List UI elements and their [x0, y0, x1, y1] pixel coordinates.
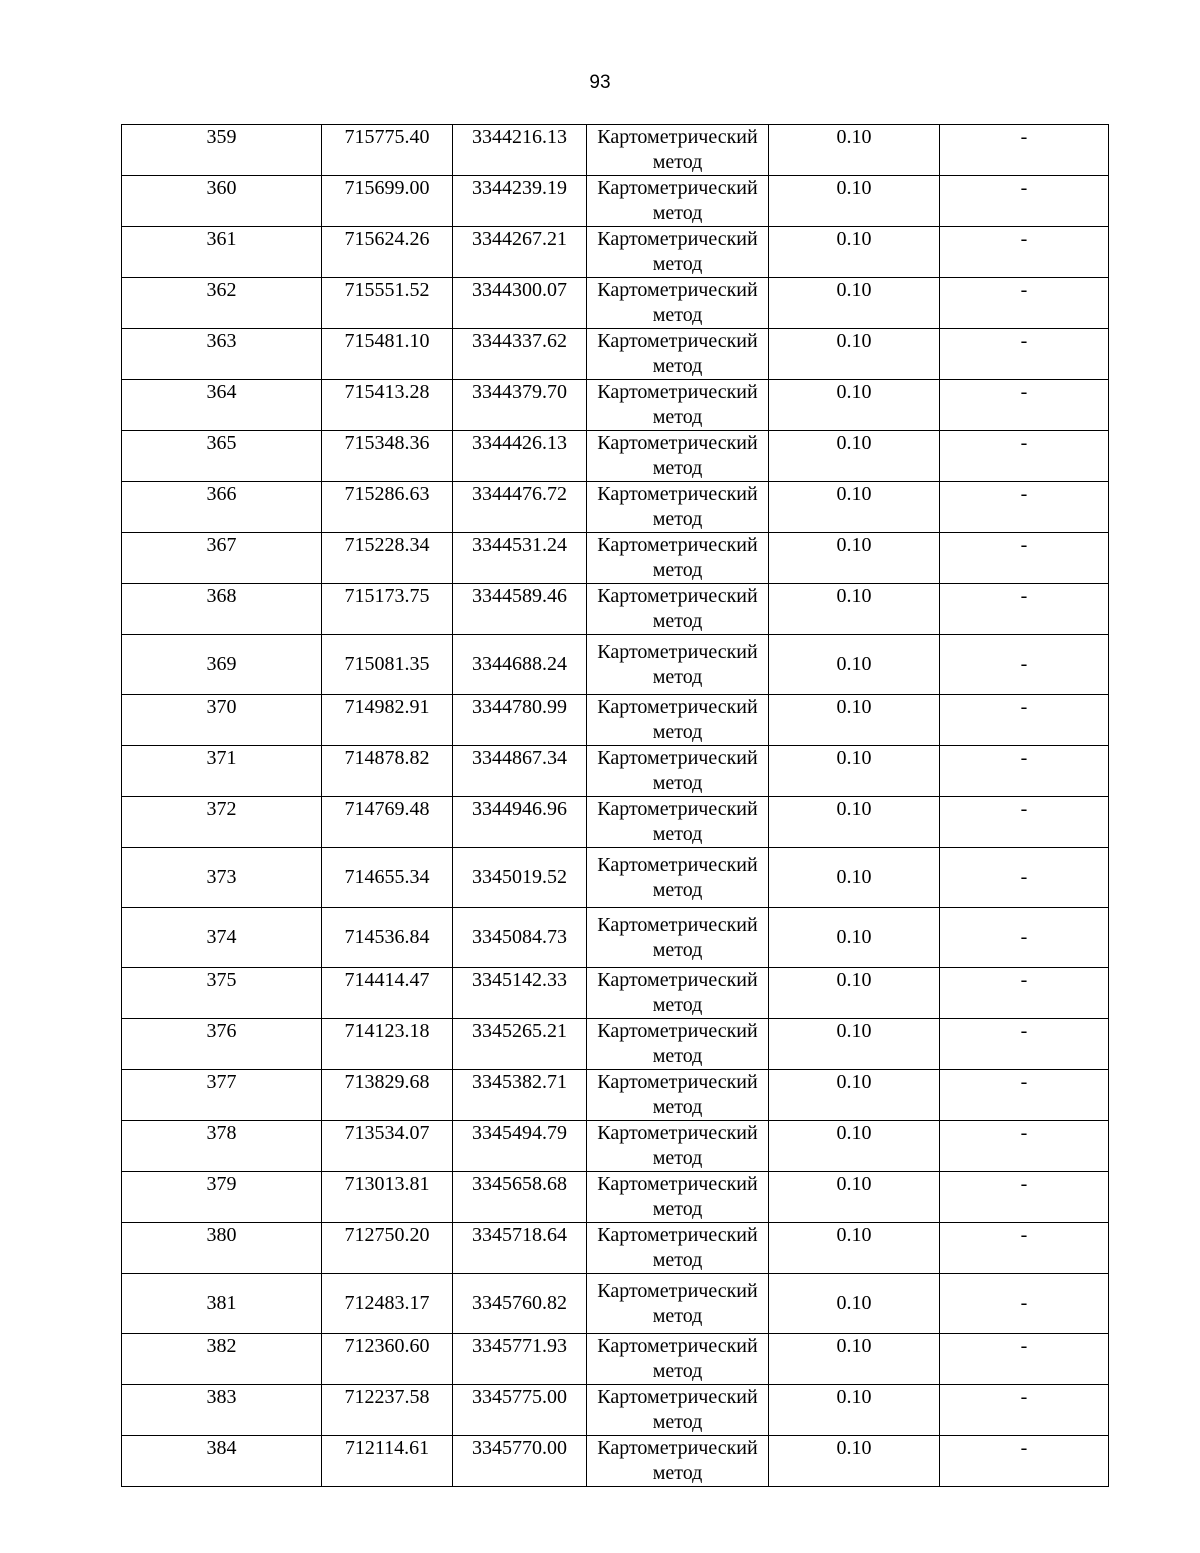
table-row [122, 176, 1109, 227]
method-cell [587, 1385, 769, 1436]
table-row [122, 431, 1109, 482]
method-text: метод [652, 1198, 703, 1220]
x-coordinate-cell: 715348.36 [322, 431, 453, 482]
point-number-cell: 361 [122, 227, 322, 278]
accuracy-cell: 0.10 [769, 1070, 940, 1121]
coordinates-table [121, 124, 1109, 1487]
method-text: Картометрический [597, 696, 758, 718]
accuracy-cell: 0.10 [769, 1172, 940, 1223]
method-text: Картометрический [597, 330, 758, 352]
y-coordinate-cell: 3345770.00 [453, 1436, 587, 1487]
y-coordinate-cell: 3344300.07 [453, 278, 587, 329]
method-cell [587, 1223, 769, 1274]
method-text: Картометрический [597, 969, 758, 991]
method-text: Картометрический [597, 1071, 758, 1093]
x-coordinate-cell: 712360.60 [322, 1334, 453, 1385]
point-number-cell: 382 [122, 1334, 322, 1385]
method-cell [587, 1334, 769, 1385]
point-number-cell: 377 [122, 1070, 322, 1121]
note-cell: - [940, 584, 1109, 635]
x-coordinate-cell: 715481.10 [322, 329, 453, 380]
note-cell: - [940, 695, 1109, 746]
table-row [122, 533, 1109, 584]
method-text: метод [652, 1462, 703, 1484]
method-text: метод [652, 253, 703, 275]
y-coordinate-cell: 3345142.33 [453, 968, 587, 1019]
accuracy-cell: 0.10 [769, 908, 940, 968]
note-cell: - [940, 1172, 1109, 1223]
method-text: Картометрический [597, 483, 758, 505]
method-text: метод [652, 151, 703, 173]
method-cell [587, 227, 769, 278]
accuracy-cell: 0.10 [769, 1334, 940, 1385]
y-coordinate-cell: 3344780.99 [453, 695, 587, 746]
method-cell [587, 176, 769, 227]
method-text: метод [652, 721, 703, 743]
accuracy-cell: 0.10 [769, 746, 940, 797]
accuracy-cell: 0.10 [769, 1385, 940, 1436]
x-coordinate-cell: 712114.61 [322, 1436, 453, 1487]
method-cell [587, 431, 769, 482]
method-text: метод [652, 772, 703, 794]
method-cell [587, 584, 769, 635]
method-text: метод [652, 610, 703, 632]
x-coordinate-cell: 713013.81 [322, 1172, 453, 1223]
accuracy-cell: 0.10 [769, 968, 940, 1019]
x-coordinate-cell: 713534.07 [322, 1121, 453, 1172]
method-text: метод [652, 1249, 703, 1271]
note-cell: - [940, 533, 1109, 584]
method-cell [587, 125, 769, 176]
point-number-cell: 364 [122, 380, 322, 431]
method-text: метод [652, 823, 703, 845]
method-cell [587, 533, 769, 584]
point-number-cell: 383 [122, 1385, 322, 1436]
y-coordinate-cell: 3344426.13 [453, 431, 587, 482]
method-text: Картометрический [597, 1335, 758, 1357]
method-text: Картометрический [597, 432, 758, 454]
accuracy-cell: 0.10 [769, 1223, 940, 1274]
note-cell: - [940, 848, 1109, 908]
method-text: Картометрический [597, 798, 758, 820]
y-coordinate-cell: 3344239.19 [453, 176, 587, 227]
y-coordinate-cell: 3345771.93 [453, 1334, 587, 1385]
table-row [122, 695, 1109, 746]
accuracy-cell: 0.10 [769, 1019, 940, 1070]
y-coordinate-cell: 3344267.21 [453, 227, 587, 278]
note-cell: - [940, 380, 1109, 431]
note-cell: - [940, 1334, 1109, 1385]
table-row [122, 635, 1109, 695]
x-coordinate-cell: 714536.84 [322, 908, 453, 968]
note-cell: - [940, 176, 1109, 227]
y-coordinate-cell: 3345494.79 [453, 1121, 587, 1172]
method-text: Картометрический [597, 585, 758, 607]
method-text: метод [652, 202, 703, 224]
point-number-cell: 365 [122, 431, 322, 482]
method-text: Картометрический [597, 913, 758, 936]
accuracy-cell: 0.10 [769, 227, 940, 278]
accuracy-cell: 0.10 [769, 533, 940, 584]
accuracy-cell: 0.10 [769, 1121, 940, 1172]
accuracy-cell: 0.10 [769, 278, 940, 329]
method-text: метод [652, 1045, 703, 1067]
x-coordinate-cell: 712237.58 [322, 1385, 453, 1436]
note-cell: - [940, 746, 1109, 797]
table-row [122, 329, 1109, 380]
accuracy-cell: 0.10 [769, 125, 940, 176]
table-row [122, 908, 1109, 968]
method-cell [587, 1436, 769, 1487]
method-text: метод [652, 1411, 703, 1433]
x-coordinate-cell: 714878.82 [322, 746, 453, 797]
note-cell: - [940, 329, 1109, 380]
method-text: метод [652, 355, 703, 377]
point-number-cell: 380 [122, 1223, 322, 1274]
method-text: метод [652, 878, 703, 901]
y-coordinate-cell: 3345019.52 [453, 848, 587, 908]
accuracy-cell: 0.10 [769, 848, 940, 908]
accuracy-cell: 0.10 [769, 329, 940, 380]
point-number-cell: 372 [122, 797, 322, 848]
note-cell: - [940, 278, 1109, 329]
method-text: Картометрический [597, 126, 758, 148]
method-cell [587, 695, 769, 746]
point-number-cell: 373 [122, 848, 322, 908]
y-coordinate-cell: 3344476.72 [453, 482, 587, 533]
accuracy-cell: 0.10 [769, 482, 940, 533]
table-body [122, 125, 1109, 1487]
y-coordinate-cell: 3345382.71 [453, 1070, 587, 1121]
method-text: метод [652, 938, 703, 961]
method-text: Картометрический [597, 1437, 758, 1459]
table-row [122, 968, 1109, 1019]
method-text: Картометрический [597, 1386, 758, 1408]
method-text: метод [652, 559, 703, 581]
note-cell: - [940, 1070, 1109, 1121]
point-number-cell: 369 [122, 635, 322, 695]
point-number-cell: 378 [122, 1121, 322, 1172]
table-row [122, 1274, 1109, 1334]
accuracy-cell: 0.10 [769, 431, 940, 482]
note-cell: - [940, 1121, 1109, 1172]
y-coordinate-cell: 3344531.24 [453, 533, 587, 584]
point-number-cell: 368 [122, 584, 322, 635]
method-cell [587, 1274, 769, 1334]
y-coordinate-cell: 3345084.73 [453, 908, 587, 968]
x-coordinate-cell: 714414.47 [322, 968, 453, 1019]
method-cell [587, 482, 769, 533]
point-number-cell: 384 [122, 1436, 322, 1487]
x-coordinate-cell: 715699.00 [322, 176, 453, 227]
method-cell [587, 329, 769, 380]
x-coordinate-cell: 712483.17 [322, 1274, 453, 1334]
table-row [122, 1385, 1109, 1436]
table-row [122, 278, 1109, 329]
point-number-cell: 371 [122, 746, 322, 797]
table-row [122, 1223, 1109, 1274]
x-coordinate-cell: 714982.91 [322, 695, 453, 746]
method-text: Картометрический [597, 279, 758, 301]
point-number-cell: 381 [122, 1274, 322, 1334]
method-text: Картометрический [597, 747, 758, 769]
table-row [122, 1436, 1109, 1487]
x-coordinate-cell: 715228.34 [322, 533, 453, 584]
accuracy-cell: 0.10 [769, 176, 940, 227]
y-coordinate-cell: 3345265.21 [453, 1019, 587, 1070]
y-coordinate-cell: 3344867.34 [453, 746, 587, 797]
note-cell: - [940, 125, 1109, 176]
accuracy-cell: 0.10 [769, 1274, 940, 1334]
point-number-cell: 366 [122, 482, 322, 533]
method-cell [587, 797, 769, 848]
point-number-cell: 376 [122, 1019, 322, 1070]
y-coordinate-cell: 3345658.68 [453, 1172, 587, 1223]
table-row [122, 227, 1109, 278]
method-cell [587, 635, 769, 695]
accuracy-cell: 0.10 [769, 635, 940, 695]
method-cell [587, 1019, 769, 1070]
x-coordinate-cell: 714655.34 [322, 848, 453, 908]
method-cell [587, 968, 769, 1019]
method-text: метод [652, 1096, 703, 1118]
x-coordinate-cell: 713829.68 [322, 1070, 453, 1121]
method-text: Картометрический [597, 640, 758, 663]
method-text: метод [652, 1147, 703, 1169]
note-cell: - [940, 431, 1109, 482]
y-coordinate-cell: 3344589.46 [453, 584, 587, 635]
method-cell [587, 278, 769, 329]
x-coordinate-cell: 715624.26 [322, 227, 453, 278]
note-cell: - [940, 1223, 1109, 1274]
table-row [122, 482, 1109, 533]
note-cell: - [940, 797, 1109, 848]
note-cell: - [940, 1274, 1109, 1334]
table-row [122, 584, 1109, 635]
method-text: Картометрический [597, 1279, 758, 1302]
method-text: Картометрический [597, 228, 758, 250]
note-cell: - [940, 1436, 1109, 1487]
table-row [122, 746, 1109, 797]
note-cell: - [940, 635, 1109, 695]
point-number-cell: 379 [122, 1172, 322, 1223]
x-coordinate-cell: 712750.20 [322, 1223, 453, 1274]
method-text: метод [652, 508, 703, 530]
point-number-cell: 360 [122, 176, 322, 227]
y-coordinate-cell: 3344379.70 [453, 380, 587, 431]
table-row [122, 1172, 1109, 1223]
method-text: метод [652, 665, 703, 688]
method-text: метод [652, 457, 703, 479]
method-cell [587, 746, 769, 797]
method-cell [587, 908, 769, 968]
method-text: Картометрический [597, 534, 758, 556]
table-row [122, 1019, 1109, 1070]
point-number-cell: 374 [122, 908, 322, 968]
note-cell: - [940, 482, 1109, 533]
y-coordinate-cell: 3344216.13 [453, 125, 587, 176]
point-number-cell: 363 [122, 329, 322, 380]
note-cell: - [940, 1385, 1109, 1436]
note-cell: - [940, 227, 1109, 278]
method-cell [587, 380, 769, 431]
note-cell: - [940, 1019, 1109, 1070]
note-cell: - [940, 968, 1109, 1019]
method-text: Картометрический [597, 1020, 758, 1042]
x-coordinate-cell: 714769.48 [322, 797, 453, 848]
y-coordinate-cell: 3345718.64 [453, 1223, 587, 1274]
point-number-cell: 359 [122, 125, 322, 176]
method-text: Картометрический [597, 381, 758, 403]
method-text: метод [652, 1304, 703, 1327]
x-coordinate-cell: 715081.35 [322, 635, 453, 695]
table-row [122, 848, 1109, 908]
table-row [122, 797, 1109, 848]
y-coordinate-cell: 3344688.24 [453, 635, 587, 695]
method-text: Картометрический [597, 177, 758, 199]
point-number-cell: 362 [122, 278, 322, 329]
point-number-cell: 375 [122, 968, 322, 1019]
method-cell [587, 848, 769, 908]
accuracy-cell: 0.10 [769, 797, 940, 848]
point-number-cell: 367 [122, 533, 322, 584]
method-cell [587, 1070, 769, 1121]
table-row [122, 1334, 1109, 1385]
x-coordinate-cell: 714123.18 [322, 1019, 453, 1070]
x-coordinate-cell: 715775.40 [322, 125, 453, 176]
y-coordinate-cell: 3345760.82 [453, 1274, 587, 1334]
method-text: метод [652, 994, 703, 1016]
table-row [122, 380, 1109, 431]
page-number: 93 [589, 72, 611, 93]
method-text: Картометрический [597, 1224, 758, 1246]
method-text: метод [652, 304, 703, 326]
x-coordinate-cell: 715413.28 [322, 380, 453, 431]
accuracy-cell: 0.10 [769, 380, 940, 431]
x-coordinate-cell: 715173.75 [322, 584, 453, 635]
x-coordinate-cell: 715551.52 [322, 278, 453, 329]
table-row [122, 1070, 1109, 1121]
point-number-cell: 370 [122, 695, 322, 746]
method-text: Картометрический [597, 1173, 758, 1195]
method-text: метод [652, 1360, 703, 1382]
method-cell [587, 1121, 769, 1172]
x-coordinate-cell: 715286.63 [322, 482, 453, 533]
accuracy-cell: 0.10 [769, 1436, 940, 1487]
accuracy-cell: 0.10 [769, 584, 940, 635]
note-cell: - [940, 908, 1109, 968]
accuracy-cell: 0.10 [769, 695, 940, 746]
y-coordinate-cell: 3345775.00 [453, 1385, 587, 1436]
y-coordinate-cell: 3344946.96 [453, 797, 587, 848]
method-text: метод [652, 406, 703, 428]
y-coordinate-cell: 3344337.62 [453, 329, 587, 380]
method-text: Картометрический [597, 853, 758, 876]
table-row [122, 125, 1109, 176]
table-row [122, 1121, 1109, 1172]
method-text: Картометрический [597, 1122, 758, 1144]
method-cell [587, 1172, 769, 1223]
